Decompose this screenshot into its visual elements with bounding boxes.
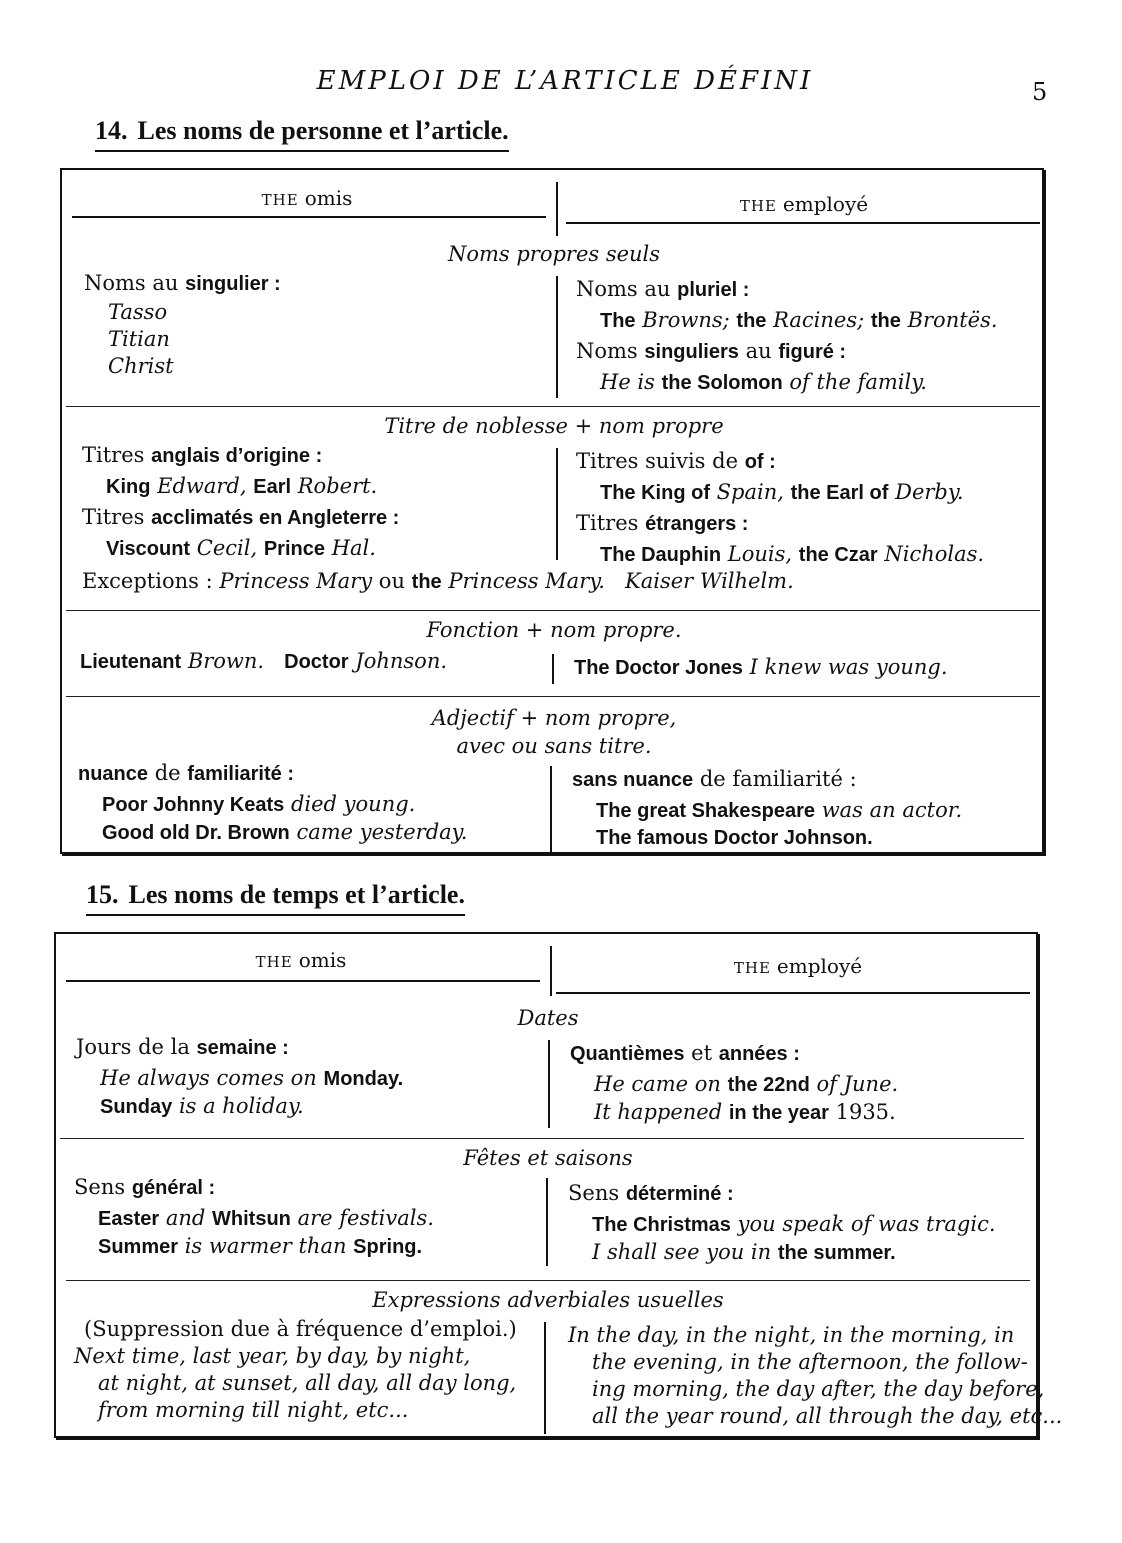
noms-propres-left: Noms au singulier : Tasso Titian Christ	[84, 271, 281, 378]
column-divider	[550, 946, 552, 996]
expressions-right: In the day, in the night, in the morning, in the evening, in the afternoon, the follow- ing morning, the day after, the day before, all the year round, all through the day, etc...	[568, 1323, 1063, 1428]
column-divider	[556, 448, 558, 560]
header-rule-right	[556, 992, 1030, 994]
subheading-dates: Dates	[517, 1006, 579, 1030]
column-divider	[550, 766, 552, 854]
column-divider	[556, 276, 558, 398]
row-divider	[66, 696, 1040, 697]
subheading-noms-propres: Noms propres seuls	[447, 242, 661, 266]
section-title-text: Les noms de temps et l’article.	[128, 880, 465, 909]
column-divider	[546, 1178, 548, 1266]
section-15-title	[86, 880, 465, 916]
fonction-left: Lieutenant Brown. Doctor Johnson.	[80, 649, 448, 673]
fetes-right: Sens déterminé : The Christmas you speak of was tragic. I shall see you in the summer.	[568, 1181, 996, 1264]
header-rule-left	[66, 980, 540, 982]
noms-propres-right: Noms au pluriel : The Browns; the Racines; the Brontës. Noms singuliers au figuré : He is the Solomon of the family.	[576, 277, 998, 394]
subheading-fetes: Fêtes et saisons	[463, 1146, 633, 1170]
subheading-titre-noblesse: Titre de noblesse + nom propre	[384, 414, 724, 438]
row-divider	[66, 1280, 1030, 1281]
column-header-omis: THE omis	[261, 186, 353, 210]
subheading-adjectif: Adjectif + nom propre, avec ou sans titre.	[431, 706, 677, 758]
table-section-15	[54, 932, 1063, 1438]
dates-right: Quantièmes et années : He came on the 22nd of June. It happened in the year 1935.	[570, 1041, 899, 1124]
column-header-employe: THE employé	[739, 192, 869, 216]
adjectif-left: nuance de familiarité : Poor Johnny Keats died young. Good old Dr. Brown came yesterday.	[78, 761, 468, 844]
section-number: 15.	[86, 880, 119, 909]
column-divider	[544, 1322, 546, 1434]
fonction-right: The Doctor Jones I knew was young.	[574, 655, 948, 679]
table-section-14	[60, 168, 1044, 854]
column-header-employe: THE employé	[733, 954, 863, 978]
expressions-left: (Suppression due à fréquence d’emploi.) Next time, last year, by day, by night, at night, at sunset, all day, all day long, from morning till night, etc...	[74, 1317, 517, 1422]
fetes-left: Sens général : Easter and Whitsun are festivals. Summer is warmer than Spring.	[74, 1175, 434, 1258]
section-title-text: Les noms de personne et l’article.	[137, 116, 509, 145]
titre-noblesse-right: Titres suivis de of : The King of Spain, the Earl of Derby. Titres étrangers : The Dauphin Louis, the Czar Nicholas.	[576, 449, 985, 566]
column-divider	[552, 654, 554, 684]
row-divider	[60, 1138, 1024, 1139]
header-rule-right	[566, 222, 1040, 224]
column-header-omis: THE omis	[255, 948, 347, 972]
adjectif-right: sans nuance de familiarité : The great Shakespeare was an actor. The famous Doctor Johnson.	[572, 767, 963, 849]
column-divider	[556, 182, 558, 236]
running-title: EMPLOI DE L’ARTICLE DÉFINI	[316, 66, 814, 96]
subheading-fonction: Fonction + nom propre.	[426, 618, 682, 642]
page-number: 5	[1032, 78, 1048, 106]
dates-left: Jours de la semaine : He always comes on Monday. Sunday is a holiday.	[76, 1035, 404, 1118]
row-divider	[66, 406, 1040, 407]
exceptions-line: Exceptions : Princess Mary ou the Princess Mary. Kaiser Wilhelm.	[82, 569, 794, 593]
header-rule-left	[72, 216, 546, 218]
subheading-expressions: Expressions adverbiales usuelles	[372, 1288, 724, 1312]
column-divider	[548, 1040, 550, 1128]
section-number: 14.	[95, 116, 128, 145]
titre-noblesse-left: Titres anglais d’origine : King Edward, Earl Robert. Titres acclimatés en Angleterre : Viscount Cecil, Prince Hal.	[82, 443, 400, 560]
row-divider	[66, 610, 1040, 611]
section-14-title	[95, 116, 509, 152]
